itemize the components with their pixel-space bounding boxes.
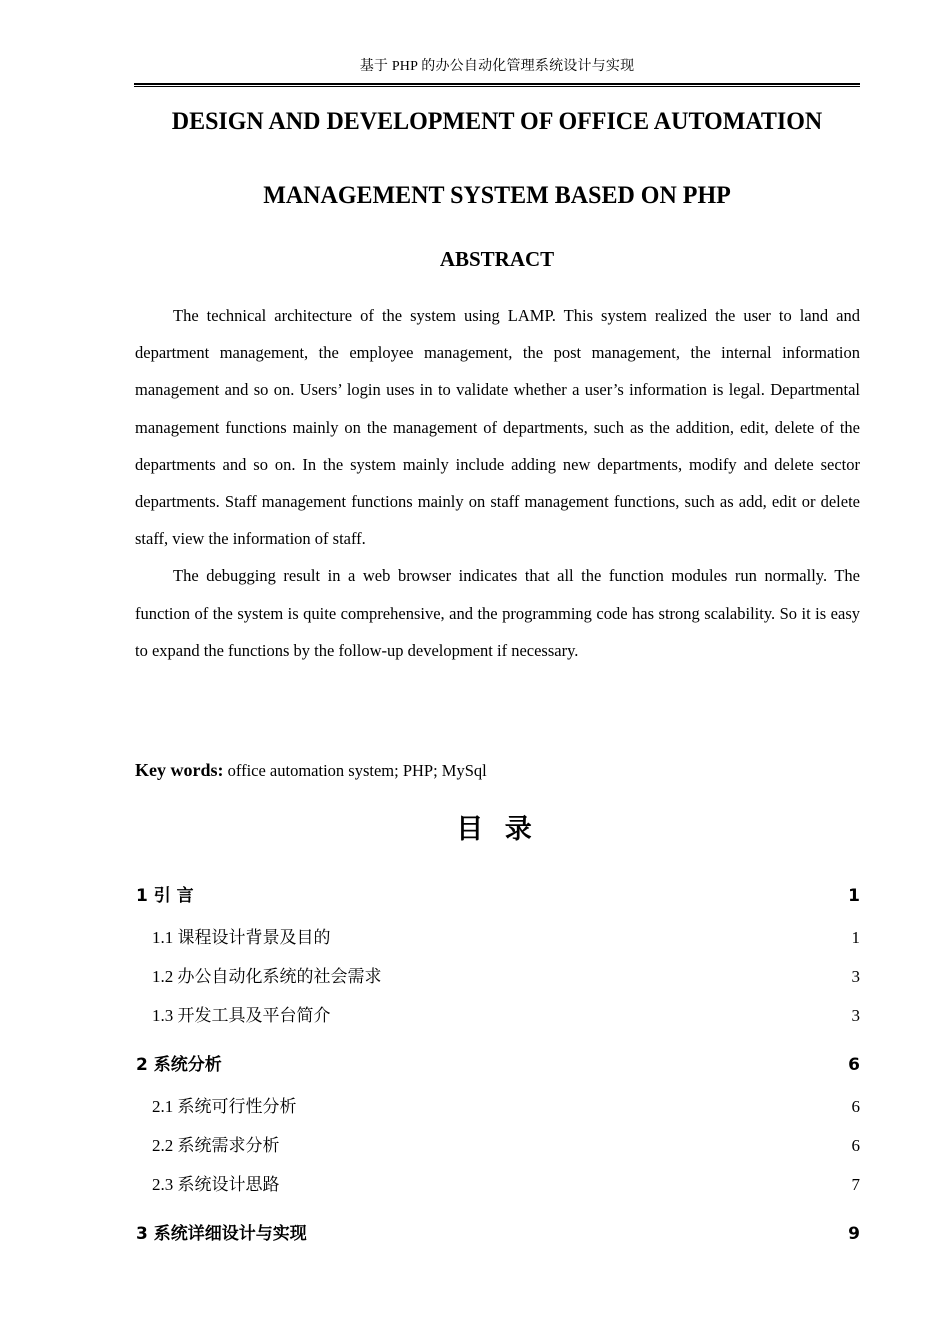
toc-entry-label: 1.1 课程设计背景及目的: [152, 928, 331, 947]
toc-entry-label: 2.2 系统需求分析: [152, 1136, 280, 1155]
toc-leader-dots: [298, 1094, 851, 1111]
toc-entry-label: 1.3 开发工具及平台简介: [152, 1006, 331, 1025]
toc-leader-dots: [383, 964, 851, 981]
running-header: 基于 PHP 的办公自动化管理系统设计与实现: [359, 59, 635, 74]
toc-entry-page-number: 6: [851, 1136, 860, 1155]
toc-entry-page-number: 3: [851, 967, 860, 986]
page-title-line-1: DESIGN AND DEVELOPMENT OF OFFICE AUTOMATION: [171, 108, 823, 135]
abstract-paragraph-1: The technical architecture of the system using LAMP. This system realized the user to land and department management, the employee management, the post management, the internal information management and so on. Users’ login uses in to validate whether a user’s information is legal. Departmental management functions mainly on the management of departments, such as the addition, edit, delete of the departments and so on. In the system mainly include adding new departments, modify and delete sector departments. Staff management functions mainly on staff management functions, such as add, edit or delete staff, view the information of staff.: [135, 306, 860, 549]
toc-entry[interactable]: [136, 957, 860, 996]
toc-entry-page-number: 6: [848, 1055, 860, 1075]
toc-entry-page-number: 7: [851, 1175, 860, 1194]
toc-leader-dots: [308, 1221, 847, 1238]
keywords-line: [135, 756, 860, 785]
toc-entry-label: 3 系统详细设计与实现: [136, 1224, 307, 1244]
toc-entry[interactable]: [136, 874, 860, 918]
toc-entry-page-number: 9: [848, 1224, 860, 1244]
toc-entry[interactable]: [136, 1043, 860, 1087]
toc-entry-label: 1.2 办公自动化系统的社会需求: [152, 967, 382, 986]
page-title-line-2: MANAGEMENT SYSTEM BASED ON PHP: [263, 182, 731, 209]
keywords-label: Key words:: [135, 760, 224, 780]
toc-entry-label: 2 系统分析: [136, 1055, 222, 1075]
toc-leader-dots: [332, 1003, 851, 1020]
abstract-paragraph-2: The debugging result in a web browser indicates that all the function modules run normally. The function of the system is quite comprehensive, and the programming code has strong scalability. So it is easy to expand the functions by the follow-up development if necessary.: [135, 566, 860, 660]
toc-entry[interactable]: [136, 996, 860, 1035]
toc-entry[interactable]: [136, 1165, 860, 1204]
abstract-heading: ABSTRACT: [439, 247, 555, 271]
toc-leader-dots: [281, 1133, 851, 1150]
toc-entry[interactable]: [136, 1212, 860, 1256]
keywords-value: office automation system; PHP; MySql: [223, 761, 487, 780]
toc-entry[interactable]: [136, 1126, 860, 1165]
toc-entry-page-number: 3: [851, 1006, 860, 1025]
toc-entry[interactable]: [136, 918, 860, 957]
table-of-contents-heading: 目 录: [456, 814, 538, 845]
toc-entry-page-number: 6: [851, 1097, 860, 1116]
toc-leader-dots: [332, 925, 851, 942]
toc-leader-dots: [223, 1052, 847, 1069]
toc-leader-dots: [281, 1172, 851, 1189]
toc-entry-page-number: 1: [851, 928, 860, 947]
toc-entry-label: 2.3 系统设计思路: [152, 1175, 280, 1194]
toc-entry-label: 2.1 系统可行性分析: [152, 1097, 297, 1116]
table-of-contents: [136, 874, 860, 1256]
header-rule-divider: [134, 83, 860, 87]
toc-entry-page-number: 1: [848, 886, 860, 906]
abstract-body: [135, 297, 860, 669]
toc-leader-dots: [195, 883, 847, 900]
toc-entry[interactable]: [136, 1087, 860, 1126]
toc-entry-label: 1 引 言: [136, 886, 194, 906]
